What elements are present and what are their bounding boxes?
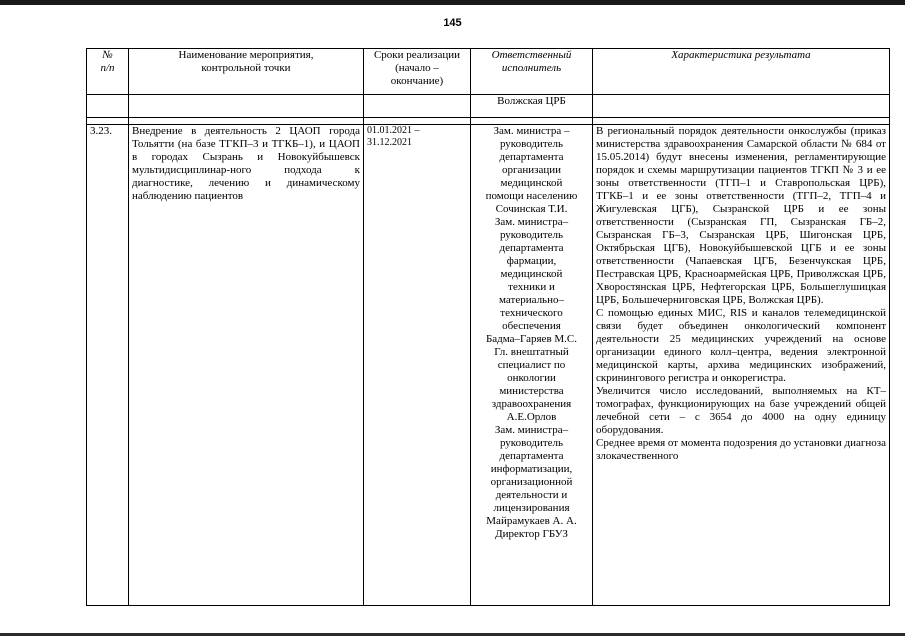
- executor-line: организационной: [490, 476, 573, 488]
- executor-line: руководитель: [499, 229, 564, 241]
- executor-line: специалист по: [497, 359, 566, 371]
- table-header-row: [87, 49, 890, 95]
- executor-line: Зам. министра –: [493, 125, 570, 137]
- executor-line: руководитель: [499, 437, 564, 449]
- executor-line: обеспечения: [502, 320, 561, 332]
- executor-line: организации: [501, 164, 562, 176]
- header-num: [87, 49, 129, 95]
- cont-num: [87, 95, 129, 118]
- result-paragraph: Среднее время от момента подозрения до установки диагноза злокачественного: [596, 437, 886, 462]
- executor-line: медицинской: [500, 268, 563, 280]
- header-result: [593, 49, 890, 95]
- row-number-text: 3.23.: [90, 125, 112, 137]
- bottom-border-bar: [0, 633, 905, 636]
- executor-line: Зам. министра–: [494, 424, 569, 436]
- executor-line: департамента: [499, 151, 564, 163]
- activities-table: [86, 48, 890, 606]
- executor-line: Майрамукаев А. А.: [486, 515, 577, 527]
- header-dates-text: Сроки реализации (начало – окончание): [373, 49, 461, 87]
- executor-line: департамента: [499, 450, 564, 462]
- row-dates-text: 01.01.2021 – 31.12.2021: [367, 125, 420, 148]
- cont-executor: [471, 95, 593, 118]
- executor-line: информатизации,: [490, 463, 573, 475]
- executor-line: А.Е.Орлов: [506, 411, 557, 423]
- header-name: [129, 49, 364, 95]
- separator-row: [87, 118, 890, 125]
- header-result-text: Характеристика результата: [671, 49, 811, 61]
- continuation-row: [87, 95, 890, 118]
- cont-name: [129, 95, 364, 118]
- executor-line: помощи населению: [485, 190, 578, 202]
- header-executor-text: Ответственный исполнитель: [491, 49, 572, 74]
- executor-line: техники и: [508, 281, 555, 293]
- top-border-bar: [0, 0, 905, 5]
- executor-line: материально–: [499, 294, 564, 306]
- executor-line: Сочинская Т.И.: [495, 203, 568, 215]
- row-activity-name-text: Внедрение в деятельность 2 ЦАОП города Тольятти (на базе ТГКП–3 и ТГКБ–1), и ЦАОП в городах Сызрань и Новокуйбышевск мультидисциплинар-ного подхода к диагностике, лечению и динамическому наблюдению пациентов: [132, 125, 360, 202]
- row-dates: [364, 125, 471, 606]
- header-executor: [471, 49, 593, 95]
- cont-result: [593, 95, 890, 118]
- header-dates: [364, 49, 471, 95]
- executor-line: медицинской: [500, 177, 563, 189]
- executor-line: Зам. министра–: [494, 216, 569, 228]
- executor-line: Гл. внештатный: [494, 346, 569, 358]
- row-activity-name: [129, 125, 364, 606]
- executor-line: деятельности и: [495, 489, 568, 501]
- result-paragraph: Увеличится число исследований, выполняемых на КТ–томографах, функционирующих на базе учреждений общей лечебной сети – с 3654 до 4000 на одну единицу оборудования.: [596, 385, 886, 436]
- executor-line: технического: [500, 307, 563, 319]
- header-name-text: Наименование мероприятия, контрольной точки: [178, 49, 314, 74]
- table-row: [87, 125, 890, 606]
- executor-line: здравоохранения: [491, 398, 572, 410]
- executor-line: министерства: [499, 385, 564, 397]
- header-num-text: № п/п: [100, 49, 115, 74]
- row-result: [593, 125, 890, 606]
- executor-line: Директор ГБУЗ: [495, 528, 568, 540]
- page-number: 145: [443, 17, 462, 29]
- row-number: [87, 125, 129, 606]
- result-paragraph: С помощью единых МИС, RIS и каналов телемедицинской связи будет объединен онкологический компонент деятельности 25 медицинских учреждений на основе организации единого колл–центра, ведения электронной медицинской карты, архива медицинских изображений, скринингового регистра и онкорегистра.: [596, 307, 886, 384]
- executor-line: лицензирования: [493, 502, 570, 514]
- executor-line: руководитель: [499, 138, 564, 150]
- executor-line: фармации,: [506, 255, 557, 267]
- executor-line: онкологии: [507, 372, 556, 384]
- result-paragraph: В региональный порядок деятельности онкослужбы (приказ министерства здравоохранения Самарской области № 684 от 15.05.2014) будут внесены изменения, регламентирующие порядок и схемы маршрутизации пациентов ТГКП № 3 и ее зоны ответственности (ТГП–1 и Ставропольская ЦРБ), ТГКБ–1 и ее зоны ответственности (ТГП–2, ТГП–4 и Жигулевская ЦГБ), Сызранской ЦРБ и ее зоны ответственности (Сызранская ГП, Сызранская ГБ–2, Сызранская ГБ–3, Сызранская ЦРБ, Шигонская ЦРБ, Октябрьская ЦГБ), Новокуйбышевской ЦГБ и ее зоны ответственности (Чапаевская ЦГБ, Безенчукская ЦРБ, Пестравская ЦРБ, Красноармейская ЦРБ, Приволжская ЦРБ, Хворостянская ЦРБ, Нефтегорская ЦРБ, Большеглушицкая ЦРБ, Большечерниговская ЦРБ, Волжская ЦРБ).: [596, 125, 886, 306]
- cont-dates: [364, 95, 471, 118]
- cont-executor-text: Волжская ЦРБ: [497, 95, 566, 107]
- row-executor: [471, 125, 593, 606]
- executor-line: департамента: [499, 242, 564, 254]
- executor-line: Бадма–Гаряев М.С.: [485, 333, 578, 345]
